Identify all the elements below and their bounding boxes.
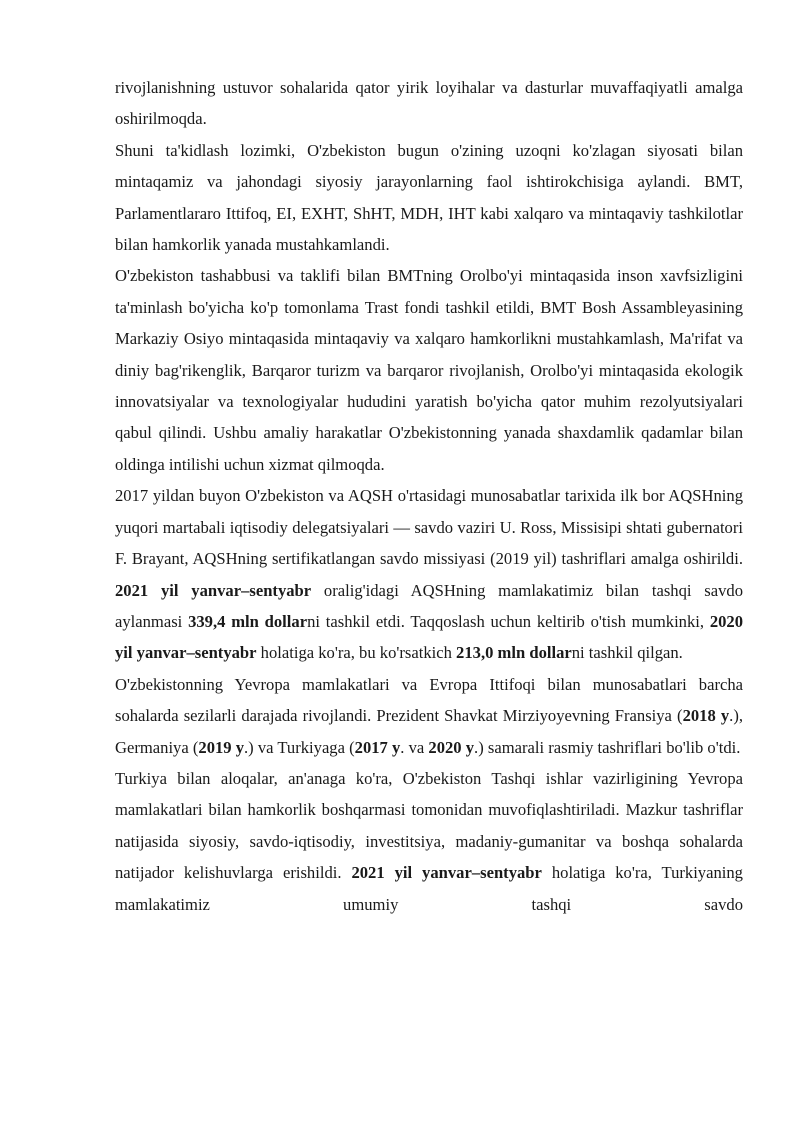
bold-text: 2017 y xyxy=(354,737,401,757)
text-run: rivojlanishning ustuvor sohalarida qator yirik loyihalar va dasturlar muvaffaqiyatli amalga oshirilmoqda. xyxy=(115,78,743,129)
paragraph xyxy=(115,669,743,763)
text-run: 2017 yildan buyon O'zbekiston va AQSH o'rtasidagi munosabatlar tarixida ilk bor AQSHning yuqori martabali iqtisodiy delegatsiyalari — savdo vaziri U. Ross, Missisipi shtati gubernatori F. Brayant, AQSHning sertifikatlangan savdo missiyasi (2019 yil) tashriflari amalga oshirildi. xyxy=(115,486,743,569)
paragraph xyxy=(115,260,743,480)
bold-text: 2021 yil yanvar–sentyabr xyxy=(115,580,312,600)
bold-text: 2020 y xyxy=(428,737,475,757)
bold-text: 2018 y xyxy=(682,706,730,726)
text-run: holatiga ko'ra, Turkiyaning mamlakatimiz umumiy tashqi savdo xyxy=(115,863,743,914)
text-run: O'zbekistonning Yevropa mamlakatlari va Evropa Ittifoqi bilan munosabatlari barcha sohalarda sezilarli darajada rivojlandi. Prezident Shavkat Mirziyoyevning Fransiya ( xyxy=(115,674,743,726)
text-run: ni tashkil etdi. Taqqoslash uchun keltirib o'tish mumkinki, xyxy=(307,611,710,631)
document-body xyxy=(115,72,743,920)
paragraph xyxy=(115,763,743,920)
document-page xyxy=(115,72,743,920)
text-run: .) samarali rasmiy tashriflari bo'lib o'tdi. xyxy=(474,737,741,757)
bold-text: 2020 yil yanvar–sentyabr xyxy=(115,611,744,663)
text-run: oralig'idagi AQSHning mamlakatimiz bilan tashqi savdo aylanmasi xyxy=(115,580,743,631)
text-run: Turkiya bilan aloqalar, an'anaga ko'ra, O'zbekiston Tashqi ishlar vazirligining Yevropa mamlakatlari bilan hamkorlik boshqarmasi tomonidan muvofiqlashtiriladi. Mazkur tashriflar natijasida siyosiy, savdo-iqtisodiy, investitsiya, madaniy-gumanitar va boshqa sohalarda natijador kelishuvlarga erishildi. xyxy=(115,768,743,883)
bold-text: 2019 y xyxy=(198,737,245,757)
text-run: . va xyxy=(400,737,429,757)
paragraph xyxy=(115,480,743,668)
text-run: .), Germaniya ( xyxy=(115,706,743,757)
text-run: holatiga ko'ra, bu ko'rsatkich xyxy=(256,643,457,663)
text-run: O'zbekiston tashabbusi va taklifi bilan BMTning Orolbo'yi mintaqasida inson xavfsizligini ta'minlash bo'yicha ko'p tomonlama Trast fondi tashkil etildi, BMT Bosh Assambleyasining Markaziy Osiyo mintaqasida mintaqaviy va xalqaro hamkorlikni mustahkamlash, Ma'rifat va diniy bag'rikenglik, Barqaror turizm va barqaror rivojlanish, Orolbo'yi mintaqasida ekologik innovatsiyalar va texnologiyalar hududini yaratish bo'yicha qator muhim rezolyutsiyalari qabul qilindi. Ushbu amaliy harakatlar O'zbekistonning yanada shaxdamlik qadamlar bilan oldinga intilishi uchun xizmat qilmoqda. xyxy=(115,266,743,474)
bold-text: 2021 yil yanvar–sentyabr xyxy=(351,863,542,883)
paragraph xyxy=(115,135,743,261)
bold-text: 339,4 mln dollar xyxy=(188,611,308,631)
text-run: ni tashkil qilgan. xyxy=(571,643,683,663)
bold-text: 213,0 mln dollar xyxy=(456,643,572,663)
text-run: .) va Turkiyaga ( xyxy=(244,737,355,757)
text-run: Shuni ta'kidlash lozimki, O'zbekiston bugun o'zining uzoqni ko'zlagan siyosati bilan mintaqamiz va jahondagi siyosiy jarayonlarning faol ishtirokchisiga aylandi. BMT, Parlamentlararo Ittifoq, EI, EXHT, ShHT, MDH, IHT kabi xalqaro va mintaqaviy tashkilotlar bilan hamkorlik yanada mustahkamlandi. xyxy=(115,140,743,255)
paragraph xyxy=(115,72,743,135)
